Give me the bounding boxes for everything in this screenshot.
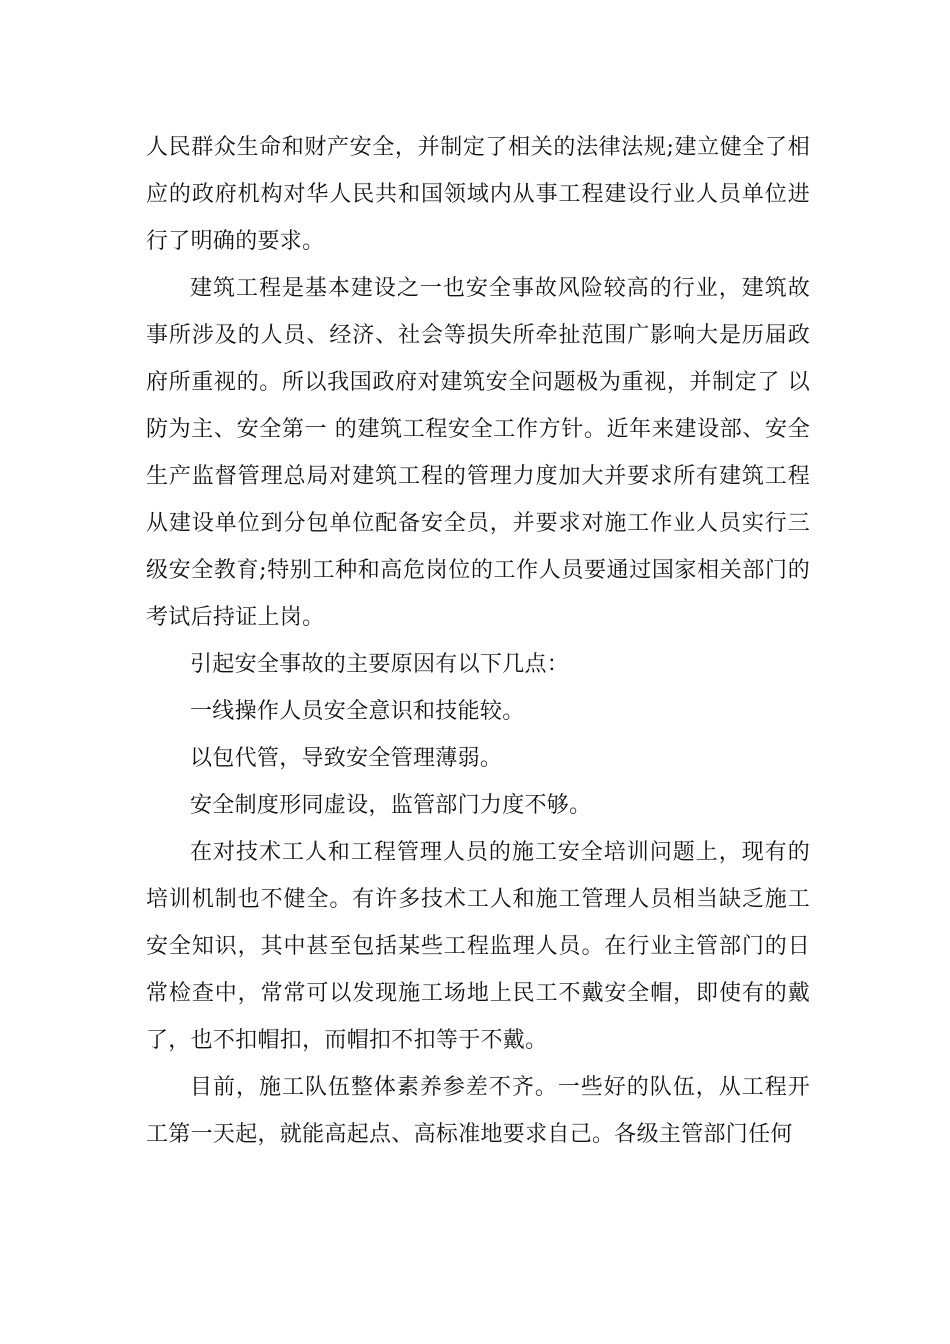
paragraph-8: 目前，施工队伍整体素养参差不齐。一些好的队伍，从工程开工第一天起，就能高起点、高标准地要求自己。各级主管部门任何 [146, 1075, 810, 1147]
paragraph-7: 在对技术工人和工程管理人员的施工安全培训问题上，现有的培训机制也不健全。有许多技术工人和施工管理人员相当缺乏施工安全知识，其中甚至包括某些工程监理人员。在行业主管部门的日常检查中，常常可以发现施工场地上民工不戴安全帽，即使有的戴了，也不扣帽扣，而帽扣不扣等于不戴。 [146, 840, 810, 1053]
paragraph-1: 人民群众生命和财产安全，并制定了相关的法律法规;建立健全了相应的政府机构对华人民共和国领域内从事工程建设行业人员单位进行了明确的要求。 [146, 135, 810, 254]
document-body [146, 124, 810, 1158]
paragraph-4: 一线操作人员安全意识和技能较。 [190, 699, 525, 724]
paragraph-3: 引起安全事故的主要原因有以下几点： [190, 652, 570, 677]
paragraph-5: 以包代管，导致安全管理薄弱。 [190, 746, 503, 771]
paragraph-6: 安全制度形同虚设，监管部门力度不够。 [190, 793, 592, 818]
paragraph-2: 建筑工程是基本建设之一也安全事故风险较高的行业，建筑故事所涉及的人员、经济、社会等损失所牵扯范围广影响大是历届政府所重视的。所以我国政府对建筑安全问题极为重视，并制定了 以防为主、安全第一 的建筑工程安全工作方针。近年来建设部、安全生产监督管理总局对建筑工程的管理力度加大并要求所有建筑工程从建设单位到分包单位配备安全员，并要求对施工作业人员实行三级安全教育;特别工种和高危岗位的工作人员要通过国家相关部门的考试后持证上岗。 [146, 276, 810, 630]
